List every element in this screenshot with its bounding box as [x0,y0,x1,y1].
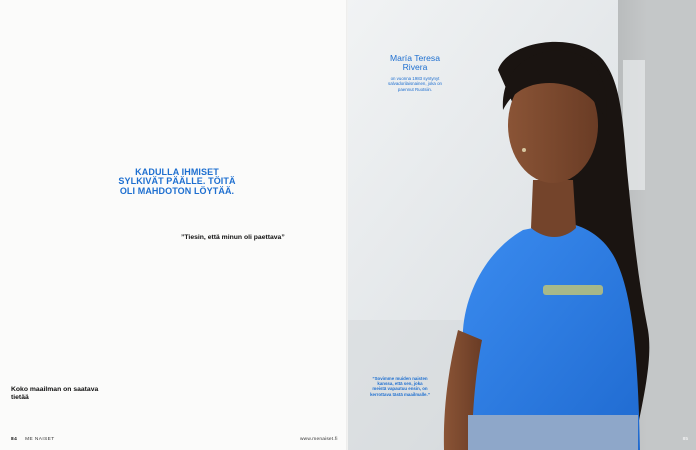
jeans [468,415,638,450]
subheading-1-wrapper [11,383,111,405]
magazine-name: ME NAISET [25,437,55,442]
subheading-2-wrapper [181,231,291,245]
footer-url: www.menaiset.fi [300,437,338,442]
page-number-left: 84 [11,437,18,442]
neck [531,180,576,237]
shirt-print [543,285,603,295]
pull-quote: KADULLA IHMISET SYLKIVÄT PÄÄLLE. TÖITÄ OLI MAHDOTON LÖYTÄÄ. [118,167,236,196]
subheading-2: ”Tiesin, että minun oli paettava” [181,234,285,241]
quote-caption: ”Sovimme muiden naisten kanssa, että sen, joka meistä vapautuu ensin, on kerrottava tästä maailmalle.” [370,376,430,397]
subheading-1: Koko maailman on saatava tietää [11,386,99,401]
left-footer [11,437,55,442]
photo-caption [384,54,446,92]
caption-name: María Teresa Rivera [390,53,440,73]
right-page [348,0,696,450]
right-wall-edge [648,0,696,450]
caption-description: on vuonna 1983 syntynyt salvadorilaisnainen, joka on paennut Ruotsiin. [388,75,442,92]
page-number-right: 85 [682,437,688,442]
earring-icon [522,148,526,152]
